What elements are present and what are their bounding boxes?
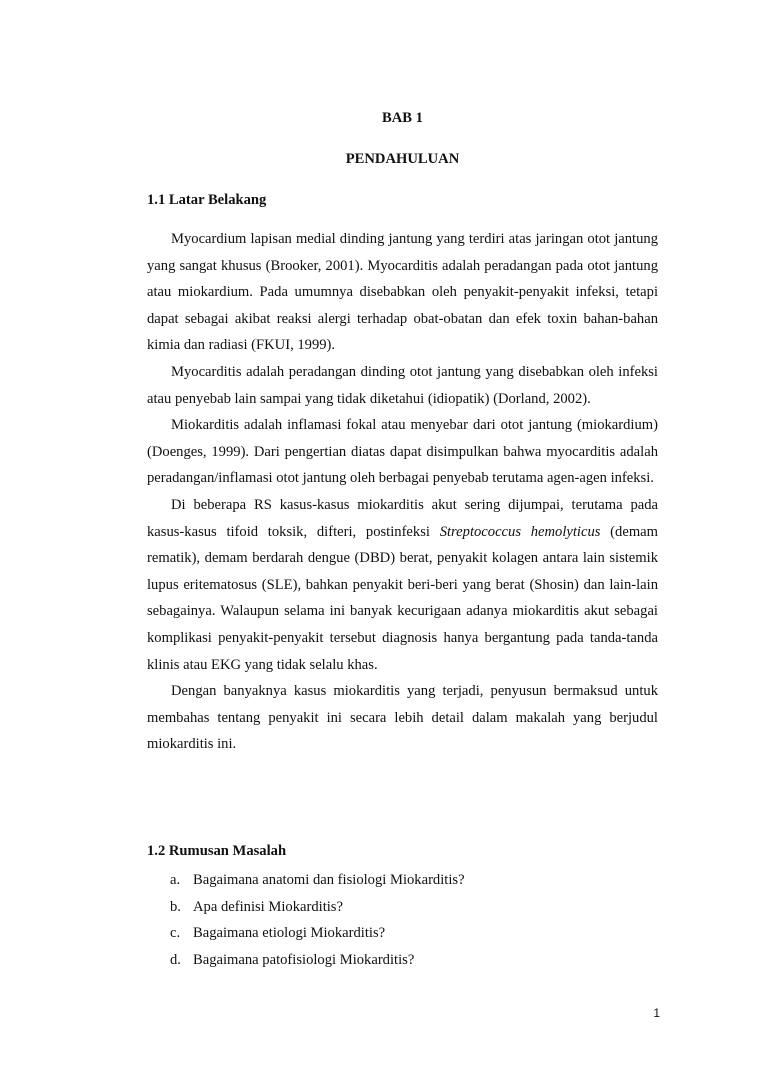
list-item — [170, 920, 465, 947]
background-text — [147, 226, 658, 758]
paragraph-text: Di beberapa RS kasus-kasus miokarditis akut sering dijumpai, terutama pada kasus-kasus tifoid toksik, difteri, postinfeksi — [147, 496, 658, 540]
list-item — [170, 894, 465, 921]
list-item — [170, 947, 465, 974]
section-heading-latar-belakang: 1.1 Latar Belakang — [147, 192, 267, 208]
list-marker: c. — [170, 925, 181, 942]
list-marker: d. — [170, 951, 181, 968]
chapter-label: BAB 1 — [382, 110, 423, 126]
list-item-text: Bagaimana etiologi Miokarditis? — [193, 925, 386, 942]
list-item-text: Apa definisi Miokarditis? — [193, 898, 343, 915]
paragraph: Dengan banyaknya kasus miokarditis yang terjadi, penyusun bermaksud untuk membahas tentang penyakit ini secara lebih detail dalam makalah yang berjudul miokarditis ini. — [147, 683, 658, 753]
list-item-text: Bagaimana patofisiologi Miokarditis? — [193, 951, 415, 968]
paragraph-text: (demam rematik), demam berdarah dengue (DBD) berat, penyakit kolagen antara lain sistemik lupus eritematosus (SLE), bahkan penyakit beri-beri yang berat (Shosin) dan lain-lain sebagainya. Walaupun selama ini banyak kecurigaan adanya miokarditis akut sebagai komplikasi penyakit-penyakit tersebut diagnosis hanya bergantung pada tanda-tanda klinis atau EKG yang tidak selalu khas. — [147, 523, 658, 673]
paragraph: Miokarditis adalah inflamasi fokal atau menyebar dari otot jantung (miokardium) (Doenges, 1999). Dari pengertian diatas dapat disimpulkan bahwa myocarditis adalah peradangan/inflamasi otot jantung oleh berbagai penyebab terutama agen-agen infeksi. — [147, 417, 658, 487]
problem-list — [170, 867, 465, 973]
paragraph: Myocarditis adalah peradangan dinding otot jantung yang disebabkan oleh infeksi atau penyebab lain sampai yang tidak diketahui (idiopatik) (Dorland, 2002). — [147, 363, 658, 407]
paragraph — [147, 492, 658, 678]
list-item-text: Bagaimana anatomi dan fisiologi Miokarditis? — [193, 872, 465, 888]
species-name: Streptococcus hemolyticus — [439, 523, 601, 540]
chapter-title: PENDAHULUAN — [345, 151, 460, 167]
list-marker: a. — [170, 872, 181, 888]
page-number: 1 — [653, 1006, 660, 1020]
list-marker: b. — [170, 898, 181, 915]
paragraph: Myocardium lapisan medial dinding jantung yang terdiri atas jaringan otot jantung yang sangat khusus (Brooker, 2001). Myocarditis adalah peradangan pada otot jantung atau miokardium. Pada umumnya disebabkan oleh penyakit-penyakit infeksi, tetapi dapat sebagai akibat reaksi alergi terhadap obat-obatan dan efek toxin bahan-bahan kimia dan radiasi (FKUI, 1999). — [147, 231, 658, 354]
list-item — [170, 867, 465, 894]
section-heading-rumusan-masalah: 1.2 Rumusan Masalah — [147, 843, 287, 859]
